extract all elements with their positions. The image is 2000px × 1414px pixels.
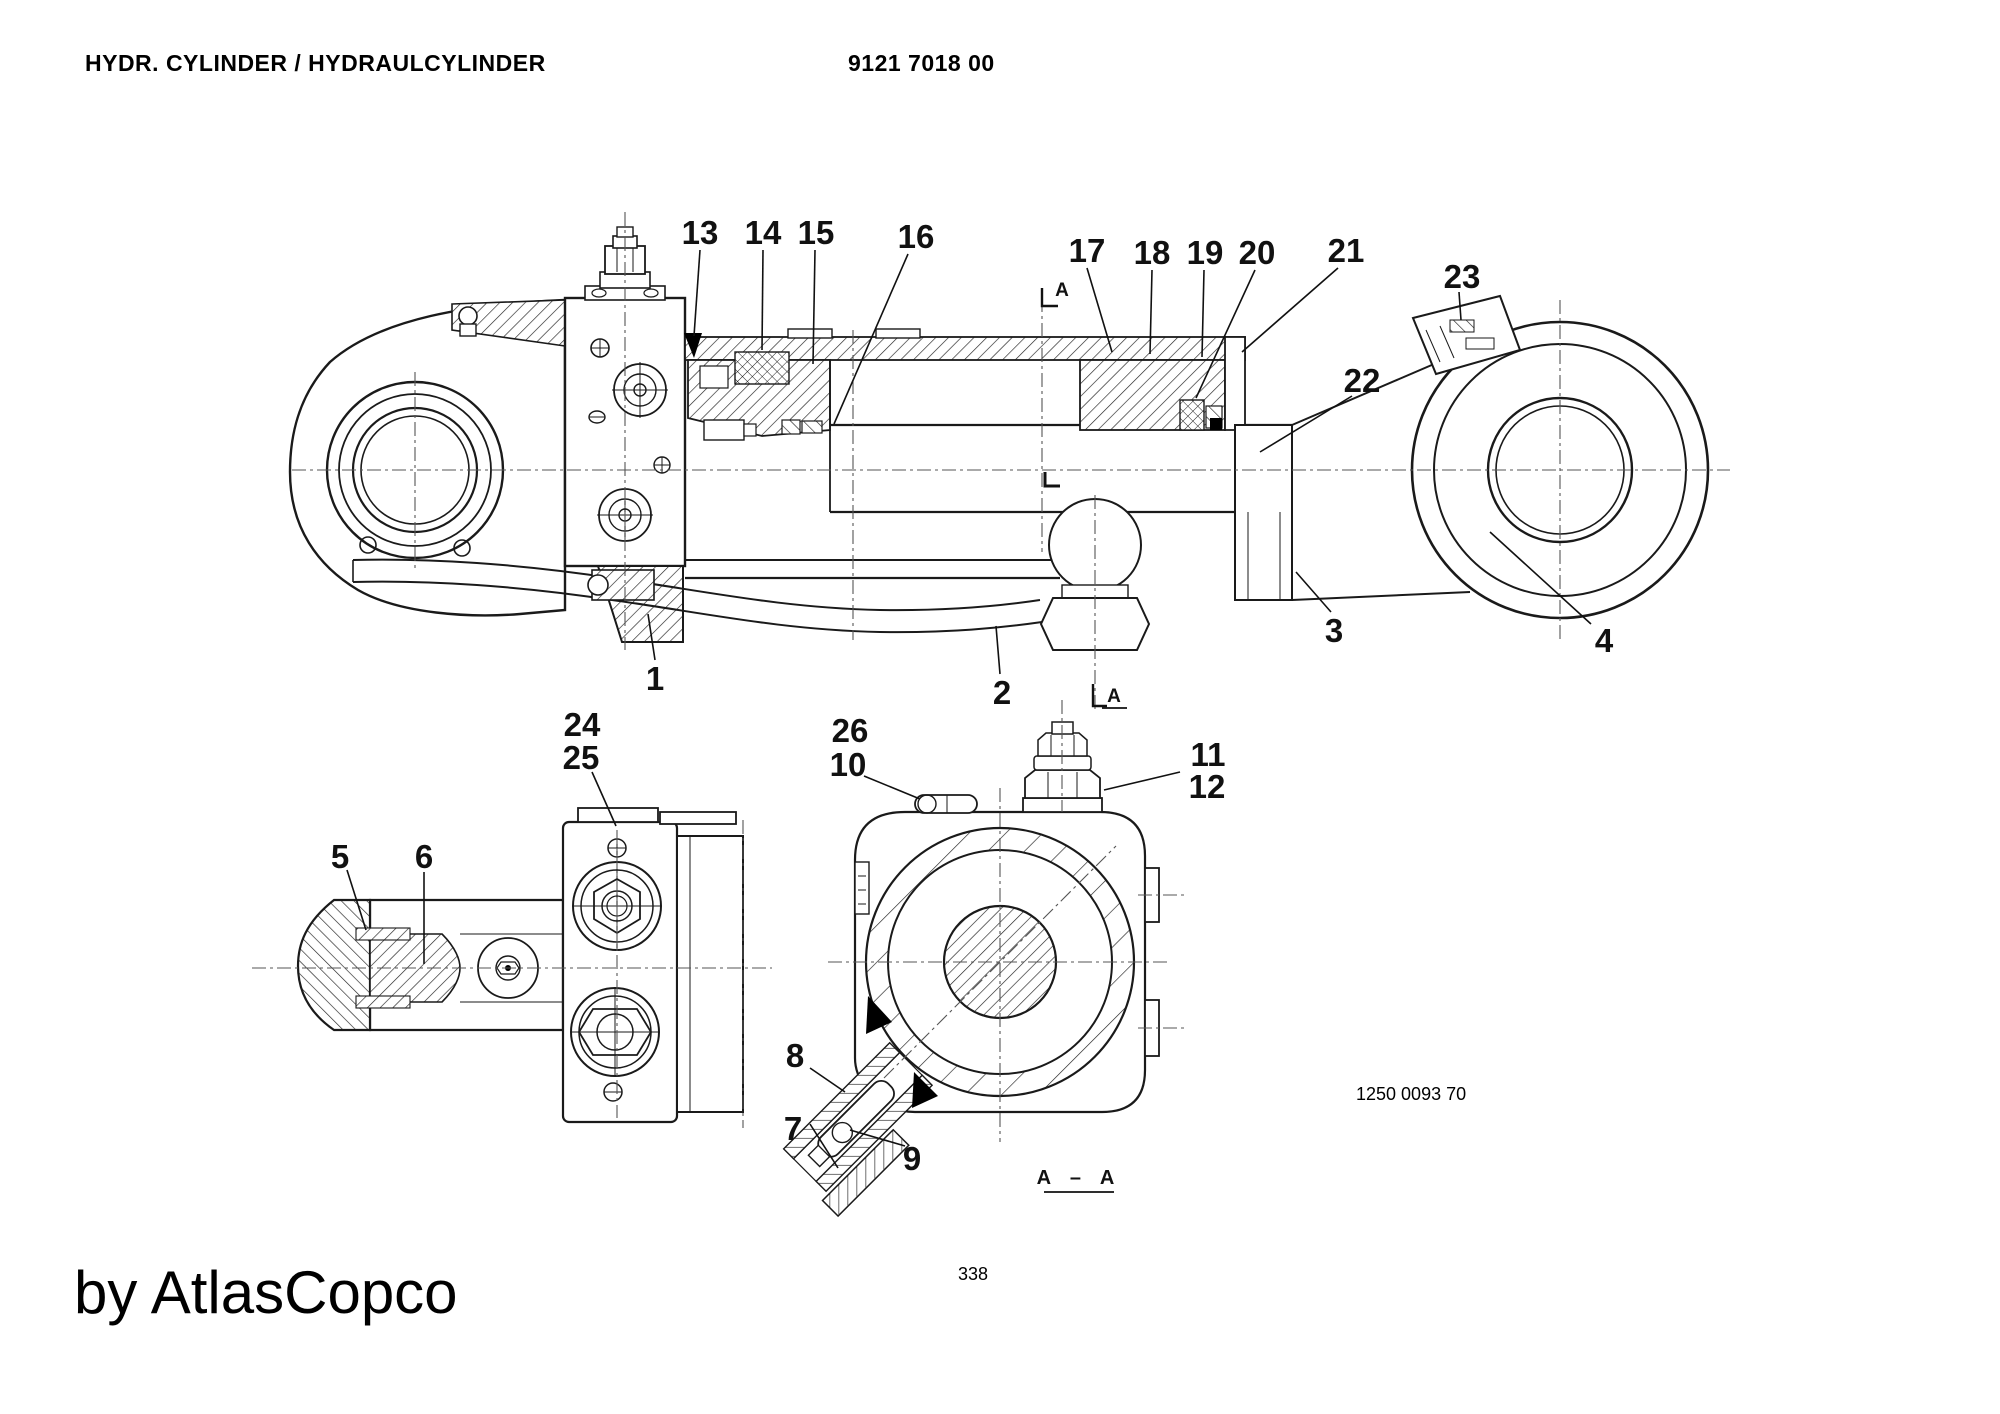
- callout-20: 20: [1238, 234, 1276, 271]
- callout-leader-10: [864, 776, 920, 799]
- callout-14: 14: [744, 214, 782, 251]
- cylinder-stub: [677, 836, 743, 1112]
- part-number: 9121 7018 00: [848, 50, 995, 76]
- callout-8: 8: [785, 1037, 805, 1074]
- section-marker-label: A: [1055, 280, 1069, 301]
- seal-pack: [735, 352, 789, 384]
- section-marker-label: A: [1107, 686, 1121, 707]
- valve-plate: [563, 822, 677, 1122]
- port-boss-bottom: [571, 988, 659, 1076]
- callout-15: 15: [797, 214, 835, 251]
- callout-22: 22: [1343, 362, 1381, 399]
- head-seal-stack: [1180, 400, 1204, 430]
- watermark: by AtlasCopco: [74, 1259, 458, 1326]
- callout-13: 13: [681, 214, 719, 251]
- callout-leader-13: [694, 250, 700, 336]
- rod-end-eye: [1292, 296, 1708, 618]
- gland-assembly: [684, 333, 830, 512]
- callout-leader-11: [1104, 772, 1180, 790]
- section-label: A – A: [1036, 1167, 1122, 1189]
- callout-4: 4: [1594, 622, 1614, 659]
- callout-7: 7: [783, 1110, 803, 1147]
- left-edge-detail: [855, 862, 869, 914]
- callout-9: 9: [902, 1140, 922, 1177]
- callout-12: 12: [1188, 768, 1226, 805]
- trunnion: [298, 900, 370, 1030]
- callout-1: 1: [645, 660, 665, 697]
- side-view: [298, 808, 743, 1122]
- page-title: HYDR. CYLINDER / HYDRAULCYLINDER: [85, 50, 546, 76]
- page-number: 338: [958, 1264, 989, 1284]
- callout-16: 16: [897, 218, 935, 255]
- callout-24: 24: [563, 706, 601, 743]
- callout-26: 26: [831, 712, 869, 749]
- oval-plug: [915, 795, 977, 813]
- callout-leader-8: [810, 1068, 845, 1092]
- callout-leader-14: [762, 250, 763, 350]
- callout-3: 3: [1324, 612, 1344, 649]
- callout-19: 19: [1186, 234, 1224, 271]
- callout-2: 2: [992, 674, 1012, 711]
- breather-screw: [704, 420, 744, 440]
- drawing-ref-number: 1250 0093 70: [1356, 1084, 1467, 1104]
- callout-17: 17: [1068, 232, 1106, 269]
- callout-5: 5: [330, 838, 350, 875]
- corner-mark: [1045, 472, 1060, 486]
- callout-18: 18: [1133, 234, 1171, 271]
- callout-11: 11: [1190, 736, 1226, 773]
- callout-10: 10: [829, 746, 867, 783]
- grease-nipple: [459, 307, 477, 325]
- callout-leader-2: [996, 626, 1000, 674]
- section-a-a-view: [777, 722, 1159, 1216]
- rod-neck: [1235, 425, 1292, 600]
- callout-25: 25: [562, 739, 600, 776]
- top-tab: [578, 808, 658, 822]
- callout-leader-21: [1242, 268, 1338, 352]
- callout-6: 6: [414, 838, 434, 875]
- clevis-eye-body: [290, 300, 565, 615]
- callout-23: 23: [1443, 258, 1481, 295]
- callout-21: 21: [1327, 232, 1365, 269]
- main-view: [290, 227, 1708, 650]
- callout-leader-3: [1296, 572, 1331, 612]
